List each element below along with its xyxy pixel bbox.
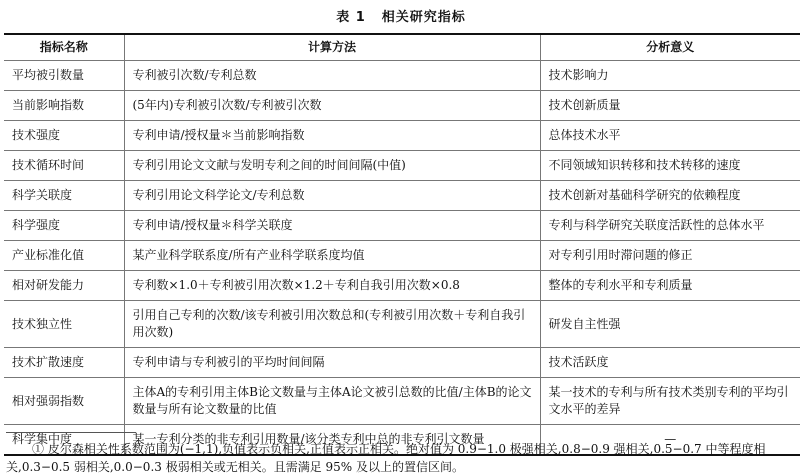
table-row — [4, 378, 800, 425]
analysis-meaning-cell: 技术影响力 — [540, 61, 800, 91]
table-row — [4, 181, 800, 211]
table-row — [4, 91, 800, 121]
analysis-meaning-cell: 对专利引用时滞问题的修正 — [540, 241, 800, 271]
table-title — [0, 6, 802, 25]
analysis-meaning-cell: 技术活跃度 — [540, 348, 800, 378]
indicator-name-cell: 技术扩散速度 — [4, 348, 124, 378]
indicator-name-cell: 科学集中度 — [4, 425, 124, 456]
footnote-divider — [6, 432, 136, 433]
indicator-name-cell: 技术独立性 — [4, 301, 124, 348]
analysis-meaning-cell: 某一技术的专利与所有技术类别专利的平均引文水平的差异 — [540, 378, 800, 425]
indicator-name-cell: 当前影响指数 — [4, 91, 124, 121]
table-row — [4, 211, 800, 241]
calculation-method-cell: 专利被引次数/专利总数 — [124, 61, 540, 91]
table-label: 表 1 — [336, 10, 366, 25]
indicator-name-cell: 相对研发能力 — [4, 271, 124, 301]
calculation-method-cell: 专利引用论文文献与发明专利之间的时间间隔(中值) — [124, 151, 540, 181]
header-analysis-meaning: 分析意义 — [540, 34, 800, 61]
header-calculation-method: 计算方法 — [124, 34, 540, 61]
analysis-meaning-cell: 研发自主性强 — [540, 301, 800, 348]
calculation-method-cell: 某产业科学联系度/所有产业科学联系度均值 — [124, 241, 540, 271]
table-row — [4, 348, 800, 378]
footnote-text: ① 皮尔森相关性系数范围为(−1,1),负值表示负相关,正值表示正相关。绝对值为 0.9−1.0 极强相关,0.8−0.9 强相关,0.5−0.7 中等程度相关,0.3−0.5 弱相关,0.0−0.3 极弱相关或无相关。且需满足 95% 及以上的置信区间。 — [6, 442, 766, 474]
table-header-row — [4, 34, 800, 61]
calculation-method-cell: 引用自己专利的次数/该专利被引用次数总和(专利被引用次数＋专利自我引用次数) — [124, 301, 540, 348]
table-row — [4, 241, 800, 271]
analysis-meaning-cell: 技术创新对基础科学研究的依赖程度 — [540, 181, 800, 211]
calculation-method-cell: 专利申请/授权量＊当前影响指数 — [124, 121, 540, 151]
analysis-meaning-cell: 整体的专利水平和专利质量 — [540, 271, 800, 301]
table-row — [4, 271, 800, 301]
indicator-name-cell: 产业标准化值 — [4, 241, 124, 271]
footnote — [6, 440, 802, 476]
table-row — [4, 61, 800, 91]
indicator-name-cell: 相对强弱指数 — [4, 378, 124, 425]
header-indicator-name: 指标名称 — [4, 34, 124, 61]
indicator-name-cell: 科学强度 — [4, 211, 124, 241]
analysis-meaning-cell: 技术创新质量 — [540, 91, 800, 121]
calculation-method-cell: 主体A的专利引用主体B论文数量与主体A论文被引总数的比值/主体B的论文数量与所有论文数量的比值 — [124, 378, 540, 425]
analysis-meaning-cell: — — [540, 425, 800, 456]
table-title-text: 相关研究指标 — [381, 10, 466, 25]
table-row — [4, 301, 800, 348]
indicator-table — [4, 33, 800, 456]
indicator-name-cell: 科学关联度 — [4, 181, 124, 211]
indicator-name-cell: 技术循环时间 — [4, 151, 124, 181]
calculation-method-cell: 专利申请与专利被引的平均时间间隔 — [124, 348, 540, 378]
calculation-method-cell: 专利申请/授权量＊科学关联度 — [124, 211, 540, 241]
analysis-meaning-cell: 不同领域知识转移和技术转移的速度 — [540, 151, 800, 181]
calculation-method-cell: 某一专利分类的非专利引用数量/该分类专利中总的非专利引文数量 — [124, 425, 540, 456]
indicator-name-cell: 技术强度 — [4, 121, 124, 151]
analysis-meaning-cell: 总体技术水平 — [540, 121, 800, 151]
indicator-name-cell: 平均被引数量 — [4, 61, 124, 91]
analysis-meaning-cell: 专利与科学研究关联度活跃性的总体水平 — [540, 211, 800, 241]
calculation-method-cell: 专利引用论文科学论文/专利总数 — [124, 181, 540, 211]
calculation-method-cell: 专利数×1.0＋专利被引用次数×1.2＋专利自我引用次数×0.8 — [124, 271, 540, 301]
table-row — [4, 151, 800, 181]
calculation-method-cell: (5年内)专利被引次数/专利被引次数 — [124, 91, 540, 121]
table-row — [4, 121, 800, 151]
